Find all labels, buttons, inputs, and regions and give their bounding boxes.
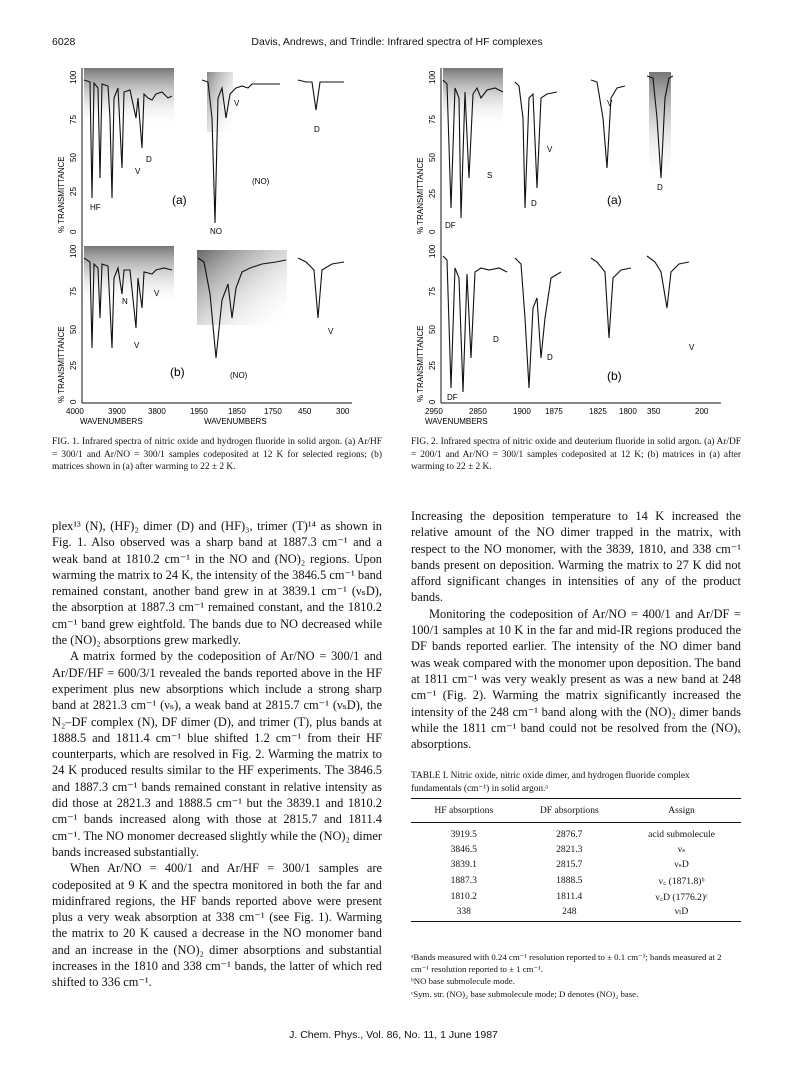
table-cell: 2876.7 [556,829,583,840]
table-row [411,905,741,922]
table-cell: 248 [517,905,623,922]
paragraph: plex¹³ (N), (HF)₂ dimer (D) and (HF)₃, trimer (T)¹⁴ as shown in Fig. 1. Also observed was a sharp band at 1887.3 cm⁻¹ and a weak band at 1810.2 cm⁻¹ in the NO and (NO)₂ regions. Upon warming the matrix to 24 K, the intensity of the 3846.5 cm⁻¹ band remained constant, another band grew in at 3839.1 cm⁻¹ (νₛD), the absorption at 1887.3 cm⁻¹ remained constant, and the 1810.2 cm⁻¹ band grew eightfold. The bands due to NO decreased while the (NO)₂ absorptions grew markedly. [52,519,382,648]
fig1-ann: HF [90,203,101,212]
fig2-ann: S [487,171,493,180]
left-column [52,518,382,991]
fig2-ann: V [689,343,695,352]
paragraph: When Ar/NO = 400/1 and Ar/HF = 300/1 samples are codeposited at 9 K and the spectra monitored in both the far and midinfrared regions, the HF bands reported above were present plus a very weak absorption at 338 cm⁻¹ (see Fig. 1). Warming the matrix to 20 K caused a decrease in the NO monomer band and an increase in the (NO)₂ dimer absorptions and substantial increases in the 1810 and 338 cm⁻¹ bands, the latter of which red shifted to 336 cm⁻¹. [52,861,382,990]
fig1-xtick: 4000 [66,407,84,416]
paragraph: A matrix formed by the codeposition of Ar/NO = 300/1 and Ar/DF/HF = 600/3/1 revealed the bands reported above in the HF experiment plus new absorptions which include a strong sharp band at 2821.3 cm⁻¹ (νₛ), a weak band at 2815.7 cm⁻¹ (νₛD), the N₂–DF complex (N), DF dimer (D), and trimer (T), plus bands at 1888.5 and 1811.4 cm⁻¹ blue shifted 1.2 cm⁻¹ from their HF counterparts, which are resolved in Fig. 2. Warming the matrix to 24 K produced results similar to the HF experiments. The 3846.5 and 1887.3 cm⁻¹ bands remained constant in relative intensity as did those at 2821.3 and 1888.5 cm⁻¹ but the 3839.1 and 1810.2 cm⁻¹ bands increased along with those at 2815.7 and 1811.4 cm⁻¹. The NO monomer decreased slightly while the (NO)₂ dimer bands increased substantially. [52,649,382,859]
table-cell: acid submolecule [648,829,715,840]
table-cell: 1887.3 [450,875,477,886]
fig1-ann: (NO) [252,177,270,186]
fig1-ann: V [234,99,240,108]
fig1-ann: N [122,297,128,306]
fig1-xtick: 1950 [190,407,208,416]
table-footnotes [411,952,741,1001]
fig1-ann: NO [210,227,222,236]
paragraph: Monitoring the codeposition of Ar/NO = 400/1 and Ar/DF = 100/1 samples at 10 K in the far and mid-IR regions produced the DF bands reported earlier. The intensity of the NO dimer band was weak compared with the monomer upon deposition. The band at 1811 cm⁻¹ was very weakly present as was a new band at 248 cm⁻¹ (Fig. 2). Warming the matrix significantly increased the intensity of the 248 cm⁻¹ band along with the (NO)₂ dimer bands while the 1811 cm⁻¹ band could not be resolved from the (NO)ₓ absorptions. [411,606,741,752]
table-cell: νₗD [622,905,741,922]
fig1-xtick: 300 [336,407,350,416]
fig2-xtick: 2950 [425,407,443,416]
fig2-ann: V [607,99,613,108]
fig2-ylabel-a: % TRANSMITTANCE [416,157,425,234]
fig2-spectrum-b-no [515,258,561,388]
fig2-ytick: 50 [428,325,437,334]
fig1-ytick: 100 [69,244,78,258]
paragraph: Increasing the deposition temperature to 14 K increased the relative amount of the NO dimer trapped in the matrix, with respect to the NO monomer, with the 3839, 1810, and 338 cm⁻¹ bands present on deposition. Warming the matrix to 27 K did not afford significant changes in intensities of any of the product bands. [411,509,741,605]
fig1-ann: V [154,289,160,298]
fig1-ytick: 75 [69,287,78,296]
fig2-ann: DF [447,393,458,402]
page-footer: J. Chem. Phys., Vol. 86, No. 11, 1 June 1987 [289,1029,498,1041]
fig1-ytick: 0 [69,229,78,234]
table-row [411,857,741,873]
fig1-xlabel-left: WAVENUMBERS [80,417,143,426]
fig2-xtick: 2850 [469,407,487,416]
figure-2-plot [411,58,741,426]
table-cell: 2821.3 [556,843,583,855]
table-cell: ν꜀D (1776.2)ᶜ [655,892,708,903]
table-cell: 1810.2 [450,891,477,902]
right-column [411,508,741,752]
table-cell: 3919.5 [450,829,477,840]
footnote: ᵃBands measured with 0.24 cm⁻¹ resolution reported to ± 0.1 cm⁻¹; bands measured at 2 cm⁻¹ resolution reported to ± 1 cm⁻¹. [411,952,722,974]
table-title: TABLE I. Nitric oxide, nitric oxide dimer, and hydrogen fluoride complex fundamentals (cm⁻¹) in solid argon.ᵃ [411,771,690,794]
table-cell: 3839.1 [450,859,477,871]
fig2-xtick: 350 [647,407,661,416]
fig2-ytick: 0 [428,229,437,234]
fig1-ylabel-b: % TRANSMITTANCE [57,326,66,403]
fig2-xtick: 1875 [545,407,563,416]
table-cell: ν꜀ (1871.8)ᵇ [658,876,705,887]
table-cell: νₛ [677,843,686,855]
fig1-xlabel-right: WAVENUMBERS [204,417,267,426]
fig1-spectrum-a-far [298,80,344,110]
fig1-xtick: 3800 [148,407,166,416]
table-cell: 1888.5 [556,875,583,886]
fig1-ann: (NO) [230,371,248,380]
fig1-ytick: 50 [69,153,78,162]
fig1-xtick: 1850 [228,407,246,416]
fig2-ytick: 75 [428,287,437,296]
table-cell: νₛD [674,859,689,871]
table-header: HF absorptions [411,799,517,823]
fig2-xtick: 1900 [513,407,531,416]
fig2-ylabel-b: % TRANSMITTANCE [416,325,425,402]
fig1-ytick: 25 [69,361,78,370]
figure-1-caption: FIG. 1. Infrared spectra of nitric oxide and hydrogen fluoride in solid argon. (a) Ar/HF = 300/1 and Ar/NO = 300/1 samples codeposited at 12 K for selected regions; (b) matrices shown in (a) after warming to 22 ± 2 K. [52,437,382,473]
table-cell: 3846.5 [450,843,477,855]
fig2-spectrum-b-df [443,256,507,392]
table-row [411,823,741,842]
table-row [411,889,741,905]
table-header-row [411,799,741,823]
footnote: ᵇNO base submolecule mode. [411,976,515,987]
fig1-ann: V [134,341,140,350]
fig2-xtick: 1825 [589,407,607,416]
fig1-ann: D [146,155,152,164]
fig1-ann: D [314,125,320,134]
fig2-ytick: 25 [428,189,437,198]
fig2-spectrum-b-far [647,256,689,308]
fig2-ytick: 0 [428,399,437,404]
page-header [52,36,742,52]
table-row [411,842,741,858]
fig2-ytick: 25 [428,361,437,370]
figure-1-plot [52,58,372,426]
figure-1 [52,58,372,426]
fig2-ytick: 100 [428,244,437,258]
fig2-ann: D [657,183,663,192]
fig1-ytick: 75 [69,115,78,124]
fig2-ann: DF [445,221,456,230]
table-cell: 338 [411,905,517,922]
fig2-xlabel: WAVENUMBERS [425,417,488,426]
fig1-xtick: 1750 [264,407,282,416]
fig1-ann: V [135,167,141,176]
table-header: DF absorptions [517,799,623,823]
fundamentals-table [411,798,741,922]
fig2-ytick: 75 [428,115,437,124]
fig1-panel-b-label: (b) [170,365,185,379]
fig2-ann: D [493,335,499,344]
fig2-spectrum-a-mid [591,80,625,168]
table-row [411,873,741,889]
fig2-ann: D [531,199,537,208]
fig1-spectrum-b-far [298,258,344,318]
fig2-ann: V [547,145,553,154]
fig1-ytick: 0 [69,399,78,404]
fig2-ytick: 50 [428,153,437,162]
figure-2-caption: FIG. 2. Infrared spectra of nitric oxide and deuterium fluoride in solid argon. (a) Ar/DF = 200/1 and Ar/NO = 300/1 samples codeposited at 12 K; (b) matrices in (a) after warming to 22 ± 2 K. [411,437,741,473]
fig2-xtick: 200 [695,407,709,416]
fig2-ytick: 100 [428,70,437,84]
page-number: 6028 [52,36,76,48]
table-cell: 2815.7 [556,859,583,871]
running-head: Davis, Andrews, and Trindle: Infrared spectra of HF complexes [251,36,543,48]
fig1-xtick: 450 [298,407,312,416]
fig1-panel-a-label: (a) [172,193,187,207]
fig2-spectrum-b-mid [591,258,631,338]
fig2-xtick: 1800 [619,407,637,416]
fig1-ylabel-a: % TRANSMITTANCE [57,156,66,233]
fig2-panel-b-label: (b) [607,369,622,383]
table-cell: 1811.4 [556,891,583,902]
fig2-ann: D [547,353,553,362]
fig2-panel-a-label: (a) [607,193,622,207]
fig1-ytick: 25 [69,187,78,196]
figure-2 [411,58,741,426]
table-header: Assign [622,799,741,823]
fig1-xtick: 3900 [108,407,126,416]
footnote: ᶜSym. str. (NO)₂ base submolecule mode; D denotes (NO)₂ base. [411,988,639,999]
fig1-ytick: 50 [69,325,78,334]
fig1-ann: V [328,327,334,336]
fig1-ytick: 100 [69,70,78,84]
